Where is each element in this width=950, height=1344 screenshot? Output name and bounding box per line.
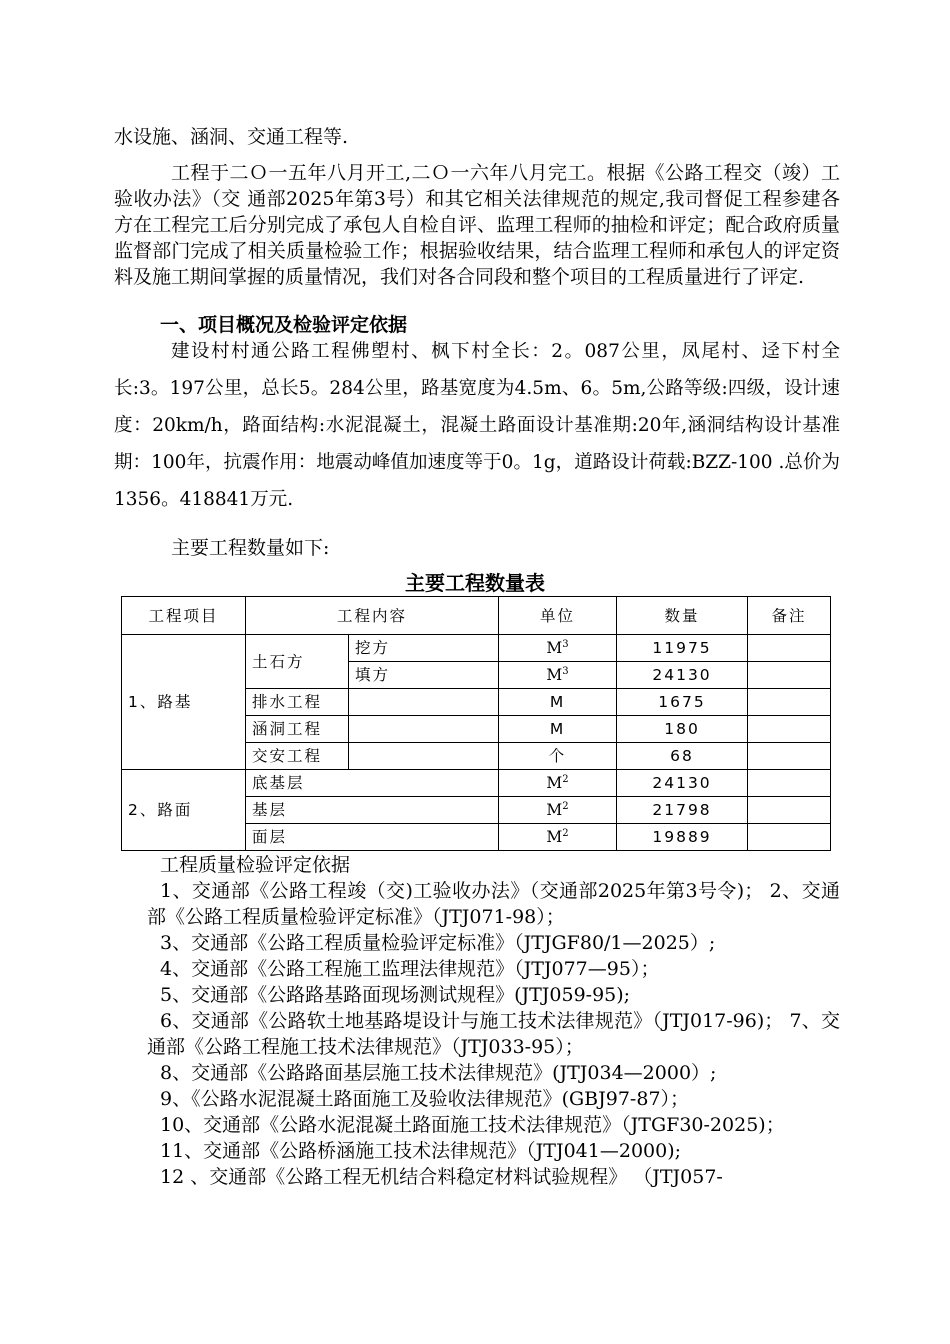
header-content: 工程内容 bbox=[246, 597, 499, 635]
content-cell: 排水工程 bbox=[246, 689, 349, 716]
note-cell bbox=[748, 824, 831, 851]
basis-list bbox=[147, 878, 840, 1190]
table-title: 主要工程数量表 bbox=[405, 571, 545, 595]
earthwork-label: 土石方 bbox=[246, 635, 349, 689]
basis-item: 12 、交通部《公路工程无机结合料稳定材料试验规程》 （JTJ057- bbox=[160, 1166, 723, 1188]
content-cell: 涵洞工程 bbox=[246, 716, 349, 743]
group-pavement: 2、路面 bbox=[122, 770, 246, 851]
content-cell: 交安工程 bbox=[246, 743, 349, 770]
basis-item: 5、交通部《公路路基路面现场测试规程》(JTJ059-95); bbox=[160, 984, 631, 1006]
note-cell bbox=[748, 662, 831, 689]
unit-cell: M bbox=[499, 716, 617, 743]
basis-item: 11、交通部《公路桥涵施工技术法律规范》（JTJ041—2000); bbox=[160, 1140, 682, 1162]
unit-cell: $M^2$ bbox=[499, 797, 617, 824]
note-cell bbox=[748, 797, 831, 824]
table-row bbox=[122, 635, 831, 662]
content-cell: 基层 bbox=[246, 797, 499, 824]
quantity-table bbox=[121, 596, 831, 851]
basis-item: 9、《公路水泥混凝土路面施工及验收法律规范》(GBJ97-87）； bbox=[160, 1088, 690, 1110]
note-cell bbox=[748, 770, 831, 797]
basis-item: 8、交通部《公路路面基层施工技术法律规范》(JTJ034—2000）; bbox=[160, 1062, 717, 1084]
header-quantity: 数量 bbox=[617, 597, 748, 635]
content-cell: 面层 bbox=[246, 824, 499, 851]
unit-cell: M bbox=[499, 689, 617, 716]
intro-top-line: 水设施、涵洞、交通工程等. bbox=[114, 126, 349, 148]
basis-item: 10、交通部《公路水泥混凝土路面施工技术法律规范》（JTGF30-2025)； bbox=[160, 1114, 785, 1136]
note-cell bbox=[748, 635, 831, 662]
basis-item: 6、交通部《公路软土地基路堤设计与施工技术法律规范》（JTJ017-96)； 7、交通部《公路工程施工技术法律规范》（JTJ033-95）； bbox=[147, 1010, 840, 1058]
unit-cell: $M^3$ bbox=[499, 635, 617, 662]
content-cell: 底基层 bbox=[246, 770, 499, 797]
unit-cell: 个 bbox=[499, 743, 617, 770]
quantity-cell: 11975 bbox=[617, 635, 748, 662]
quantities-intro: 主要工程数量如下: bbox=[171, 537, 330, 559]
quantity-cell: 24130 bbox=[617, 662, 748, 689]
quantity-cell: 68 bbox=[617, 743, 748, 770]
basis-item: 3、交通部《公路工程质量检验评定标准》（JTJGF80/1—2025）; bbox=[160, 932, 716, 954]
quantity-cell: 180 bbox=[617, 716, 748, 743]
project-overview: 建设村村通公路工程佛塱村、枫下村全长：2。087公里，凤尾村、迳下村全长:3。197公里，总长5。284公里，路基宽度为4.5m、6。5m,公路等级:四级，设计速度：20km/h，路面结构:水泥混凝土，混凝土路面设计基准期:20年,涵洞结构设计基准期：100年，抗震作用：地震动峰值加速度等于0。1g，道路设计荷载:BZZ-100 .总价为1356。418841万元. bbox=[114, 341, 840, 510]
header-item: 工程项目 bbox=[122, 597, 246, 635]
intro-paragraph: 工程于二Ｏ一五年八月开工,二Ｏ一六年八月完工。根据《公路工程交（竣）工验收办法》（交 通部2025年第3号）和其它相关法律规范的规定,我司督促工程参建各方在工程完工后分别完成了承包人自检自评、监理工程师的抽检和评定；配合政府质量监督部门完成了相关质量检验工作；根据验收结果，结合监理工程师和承包人的评定资料及施工期间掌握的质量情况，我们对各合同段和整个项目的工程质量进行了评定. bbox=[114, 162, 840, 288]
unit-cell: $M^2$ bbox=[499, 770, 617, 797]
note-cell bbox=[748, 689, 831, 716]
quantity-cell: 24130 bbox=[617, 770, 748, 797]
quantity-cell: 21798 bbox=[617, 797, 748, 824]
basis-item: 1、交通部《公路工程竣（交)工验收办法》（交通部2025年第3号令)； 2、交通部《公路工程质量检验评定标准》（JTJ071-98）； bbox=[147, 880, 840, 928]
content-cell: 挖方 bbox=[349, 635, 499, 662]
note-cell bbox=[748, 716, 831, 743]
basis-item: 4、交通部《公路工程施工监理法律规范》（JTJ077—95）； bbox=[160, 958, 660, 980]
unit-cell: $M^2$ bbox=[499, 824, 617, 851]
table-header-row bbox=[122, 597, 831, 635]
content-cell: 填方 bbox=[349, 662, 499, 689]
section-heading: 一、项目概况及检验评定依据 bbox=[160, 314, 408, 336]
note-cell bbox=[748, 743, 831, 770]
quantity-cell: 1675 bbox=[617, 689, 748, 716]
quantity-cell: 19889 bbox=[617, 824, 748, 851]
table-row bbox=[122, 770, 831, 797]
header-unit: 单位 bbox=[499, 597, 617, 635]
basis-heading: 工程质量检验评定依据 bbox=[160, 854, 351, 876]
group-subgrade: 1、路基 bbox=[122, 635, 246, 770]
unit-cell: $M^3$ bbox=[499, 662, 617, 689]
header-note: 备注 bbox=[748, 597, 831, 635]
